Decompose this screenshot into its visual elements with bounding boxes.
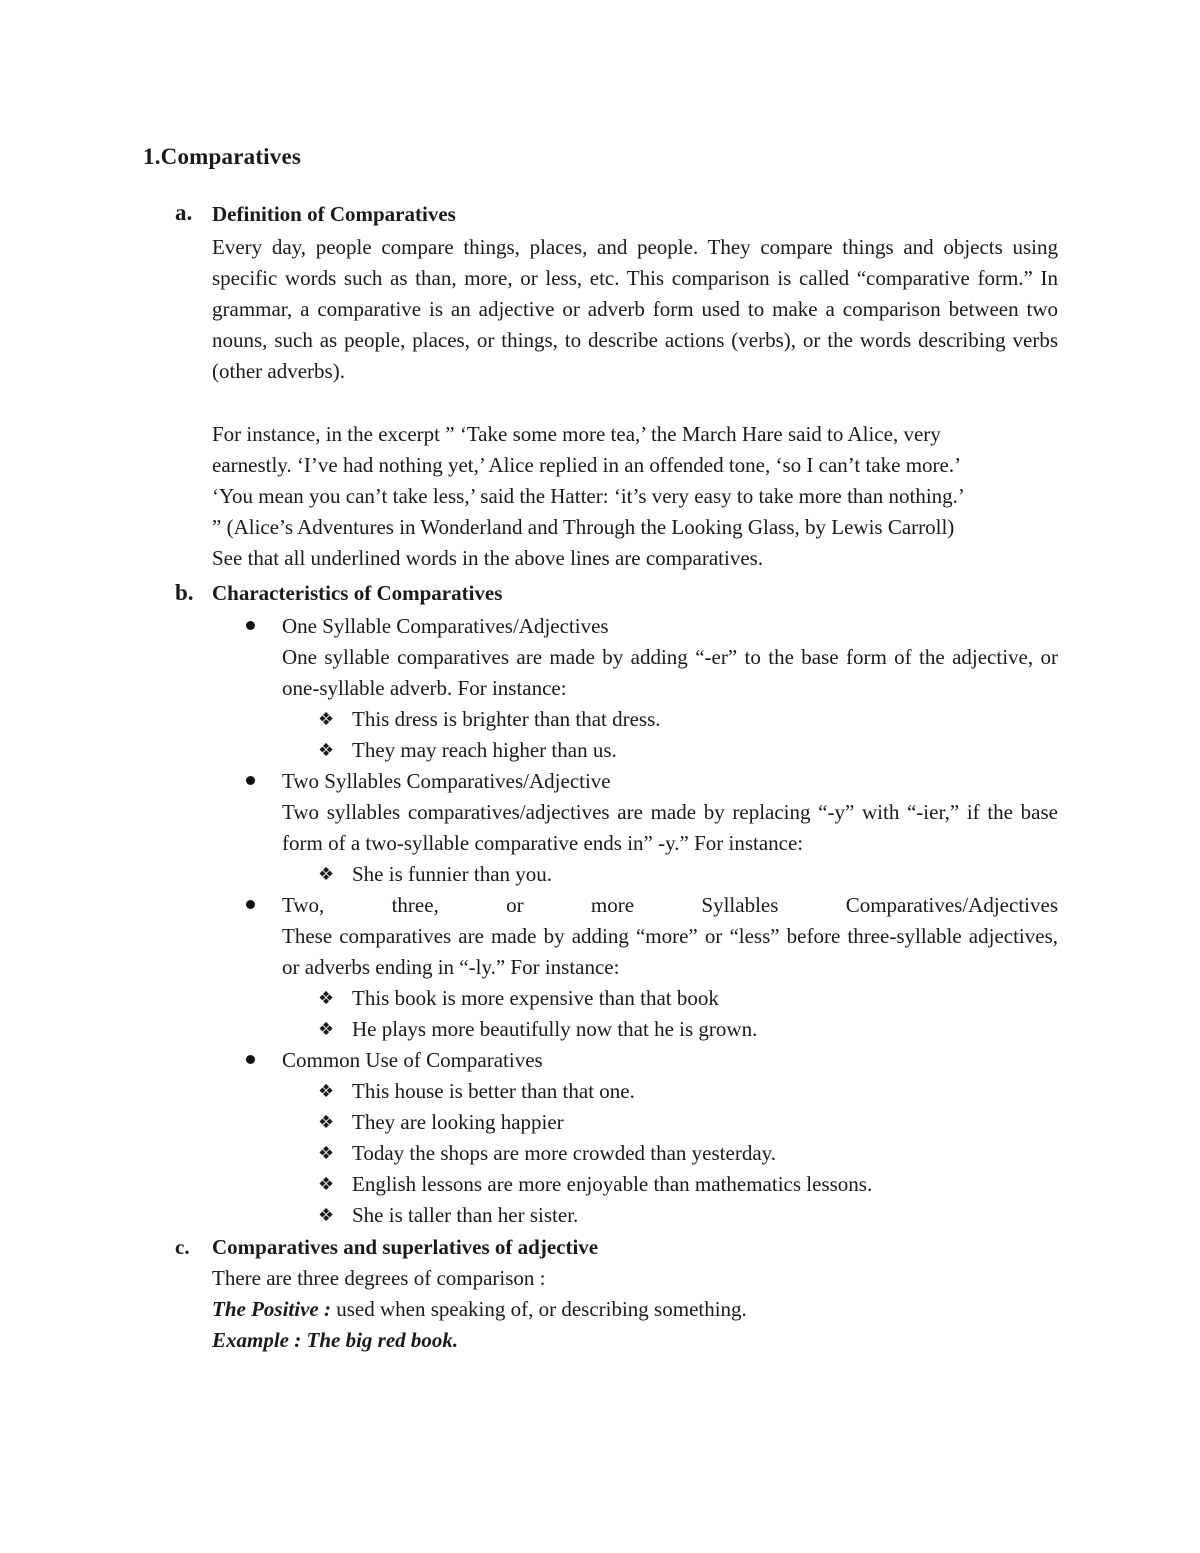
diamond-bullet-icon: ❖ bbox=[318, 988, 335, 1009]
example-item: They are looking happier bbox=[352, 1110, 564, 1134]
instance-line-5: See that all underlined words in the above lines are comparatives. bbox=[212, 546, 764, 570]
section-c-heading: Comparatives and superlatives of adjective bbox=[212, 1235, 599, 1259]
diamond-bullet-icon: ❖ bbox=[318, 1081, 335, 1102]
section-a-letter: a. bbox=[175, 200, 193, 225]
example-item: English lessons are more enjoyable than mathematics lessons. bbox=[352, 1172, 873, 1196]
diamond-bullet-icon: ❖ bbox=[318, 709, 335, 730]
one-syllable-title: One Syllable Comparatives/Adjectives bbox=[282, 614, 609, 638]
example-item: She is taller than her sister. bbox=[352, 1203, 579, 1227]
section-b-heading: Characteristics of Comparatives bbox=[212, 581, 503, 605]
example-item: Today the shops are more crowded than yesterday. bbox=[352, 1141, 777, 1165]
diamond-bullet-icon: ❖ bbox=[318, 864, 335, 885]
positive-text: used when speaking of, or describing something. bbox=[330, 1297, 747, 1321]
diamond-bullet-icon: ❖ bbox=[318, 1174, 335, 1195]
two-syllables-title: Two Syllables Comparatives/Adjective bbox=[282, 769, 611, 793]
diamond-bullet-icon: ❖ bbox=[318, 1143, 335, 1164]
section-title: 1.Comparatives bbox=[143, 144, 302, 169]
instance-line-2: earnestly. ‘I’ve had nothing yet,’ Alice replied in an offended tone, ‘so I can’t take more.’ bbox=[212, 453, 962, 477]
section-c-letter: c. bbox=[175, 1235, 190, 1259]
bullet-icon bbox=[246, 621, 258, 633]
bullet-icon bbox=[246, 900, 258, 912]
instance-line-3: ‘You mean you can’t take less,’ said the Hatter: ‘it’s very easy to take more than nothing.’ bbox=[212, 484, 965, 508]
definition-paragraph: Every day, people compare things, places, and people. They compare things and objects using specific words such as than, more, or less, etc. This comparison is called “comparative form.” In grammar, a comparative is an adjective or adverb form used to make a comparison between two nouns, such as people, places, or things, to describe actions (verbs), or the words describing verbs (other adverbs). bbox=[212, 235, 1058, 383]
section-c-intro: There are three degrees of comparison : bbox=[212, 1266, 546, 1290]
example-item: This book is more expensive than that book bbox=[352, 986, 719, 1010]
diamond-bullet-icon: ❖ bbox=[318, 1112, 335, 1133]
one-syllable-desc: One syllable comparatives are made by adding “-er” to the base form of the adjective, or one-syllable adverb. For instance: bbox=[282, 645, 1058, 700]
two-syllables-desc: Two syllables comparatives/adjectives are made by replacing “-y” with “-ier,” if the base form of a two-syllable comparative ends in” -y.” For instance: bbox=[282, 800, 1058, 855]
example-item: He plays more beautifully now that he is grown. bbox=[352, 1017, 758, 1041]
section-a-heading: Definition of Comparatives bbox=[212, 202, 456, 226]
example-item: They may reach higher than us. bbox=[352, 738, 617, 762]
instance-line-4: ” (Alice’s Adventures in Wonderland and Through the Looking Glass, by Lewis Carroll) bbox=[212, 515, 955, 539]
three-syllables-desc: These comparatives are made by adding “more” or “less” before three-syllable adjectives, or adverbs ending in “-ly.” For instance: bbox=[282, 924, 1058, 979]
three-syllables-title: Two, three, or more Syllables Comparatives/Adjectives bbox=[282, 893, 1058, 917]
instance-line-1: For instance, in the excerpt ” ‘Take some more tea,’ the March Hare said to Alice, very bbox=[212, 422, 941, 446]
section-b-letter: b. bbox=[175, 580, 194, 605]
example-item: This dress is brighter than that dress. bbox=[352, 707, 661, 731]
common-use-title: Common Use of Comparatives bbox=[282, 1048, 543, 1072]
positive-definition bbox=[212, 1294, 747, 1325]
example-item: This house is better than that one. bbox=[352, 1079, 635, 1103]
positive-label: The Positive : bbox=[212, 1297, 331, 1321]
diamond-bullet-icon: ❖ bbox=[318, 1205, 335, 1226]
diamond-bullet-icon: ❖ bbox=[318, 1019, 335, 1040]
bullet-icon bbox=[246, 1055, 258, 1067]
bullet-icon bbox=[246, 776, 258, 788]
diamond-bullet-icon: ❖ bbox=[318, 740, 335, 761]
positive-example: Example : The big red book. bbox=[212, 1328, 459, 1352]
example-item: She is funnier than you. bbox=[352, 862, 553, 886]
